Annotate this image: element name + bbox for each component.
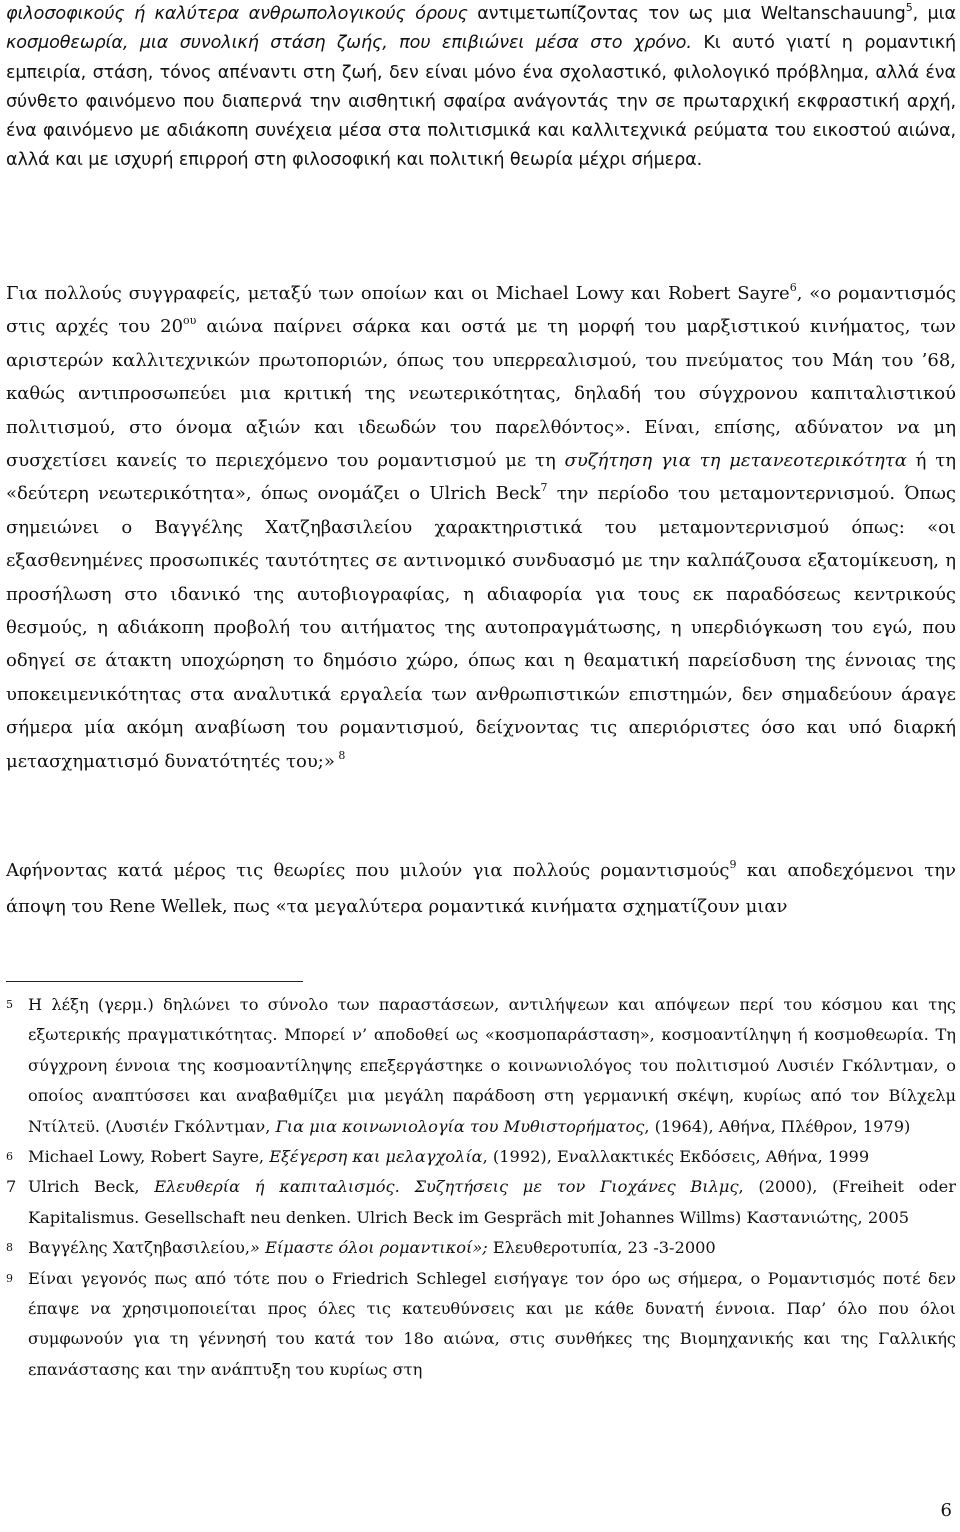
footnote-number: 9 — [6, 1271, 13, 1285]
footnote-number: 7 — [6, 1177, 17, 1197]
footnote-text: , (2000), (Freiheit oder Kapitalismus. Gesellschaft neu denken. Ulrich Beck im Gespräch mit Johannes Willms) Καστανιώτης, 2005 — [28, 1177, 957, 1227]
footnote-ref-6[interactable]: 6 — [789, 281, 797, 294]
footnote-ref-9[interactable]: 9 — [729, 858, 737, 871]
footnote-separator — [6, 981, 303, 982]
text-run: Για πολλούς συγγραφείς, μεταξύ των οποίων και οι Michael Lowy και Robert Sayre — [6, 283, 790, 304]
footnote-text: Michael Lowy, Robert Sayre, — [28, 1147, 270, 1167]
body-paragraph-2 — [6, 277, 956, 778]
footnote-text: Είναι γεγονός πως από τότε που ο Friedrich Schlegel εισήγαγε τον όρο ως σήμερα, ο Ρομαντισμός ποτέ δεν έπαψε να χρησιμοποιείται προς όλες τις κατευθύνσεις και με κάθε δυνατή έννοια. Παρ’ όλο που όλοι συμφωνούν για τη γέννησή του κατά τον 18ο αιώνα, στις συνθήκες της Βιομηχανικής και της Γαλλικής επανάστασης και την ανάπτυξη του κυρίως στη — [28, 1268, 956, 1379]
text-run: την περίοδο του μεταμοντερνισμού. Όπως σημειώνει ο Βαγγέλης Χατζηβασιλείου χαρακτηριστικά του μεταμοντερνισμού όπως: «οι εξασθενημένες προσωπικές ταυτότητες σε αντινομικό συνδυασμό με την καλπάζουσα εξατομίκευση, η προσήλωση στο ιδανικό της αυτοβιογραφίας, η αδιαφορία για τους εκ παραδόσεως κεντρικούς θεσμούς, η αδιάκοπη προβολή του αιτήματος της αυτοπραγμάτωσης, η υπερδιόγκωση του εγώ, που οδηγεί σε άτακτη υποχώρηση το δημόσιο χώρο, όπως και η θεαματική παρείσδυση της έννοιας της υποκειμενικότητας στα αναλυτικά εργαλεία των ανθρωπιστικών επιστημών, δεν σημαδεύουν άραγε σήμερα μία ακόμη αναβίωση του ρομαντισμού, δείχνοντας τις απεριόριστες όσο και υπό διαρκή μετασχηματισμό δυνατότητές του;» — [6, 483, 956, 772]
italic-text: κοσμοθεωρία, μια συνολική στάση ζωής, που επιβιώνει μέσα στο χρόνο. — [6, 33, 692, 54]
text-run: ή τη «δεύτερη νεωτερικότητα», όπως ονομάζει ο Ulrich Beck — [6, 450, 956, 505]
footnote-5 — [6, 990, 956, 1142]
footnote-text: , (1992), Εναλλακτικές Εκδόσεις, Αθήνα, 1999 — [482, 1147, 870, 1167]
italic-text: συζήτηση για τη μετανεοτερικότητα — [564, 450, 907, 472]
text-run: και αποδεχόμενοι την άποψη του Rene Wellek, πως «τα μεγαλύτερα ρομαντικά κινήματα σχηματίζουν μιαν — [6, 860, 956, 917]
italic-text: Ελευθερία ή καπιταλισμός. Συζητήσεις με τον Γιοχάνες Βιλμς — [154, 1177, 739, 1197]
italic-text: Εξέγερση και μελαγχολία — [269, 1147, 483, 1167]
ordinal-superscript: ου — [183, 314, 197, 328]
footnote-number: 5 — [6, 998, 13, 1011]
italic-text: φιλοσοφικούς ή καλύτερα ανθρωπολογικούς όρους — [6, 4, 468, 24]
footnote-ref-7[interactable]: 7 — [540, 481, 548, 495]
text-run: Κι αυτό γιατί η ρομαντική εμπειρία, στάση, τόνος απέναντι στη ζωή, δεν είναι μόνο ένα σχολαστικό, φιλολογικό πρόβλημα, αλλά ένα σύνθετο φαινόμενο που διαπερνά την αισθητική σφαίρα ανάγοντάς την σε πρωταρχική εκφραστική αρχή, ένα φαινόμενο με αδιάκοπη συνέχεια μέσα στα πολιτισμικά και καλλιτεχνικά ρεύματα του εικοστού αιώνα, αλλά και με ισχυρή επιρροή στη φιλοσοφική και πολιτική θεωρία μέχρι σήμερα. — [6, 33, 957, 171]
footnote-text: , (1964), Αθήνα, Πλέθρον, 1979) — [644, 1116, 911, 1136]
footnote-8 — [6, 1233, 956, 1263]
footnote-6 — [6, 1142, 956, 1172]
text-run: , μια — [912, 4, 956, 24]
text-run: , «ο ρομαντισμός στις αρχές του 20 — [6, 283, 956, 338]
text-run: Αφήνοντας κατά μέρος τις θεωρίες που μιλούν για πολλούς ρομαντισμούς — [6, 860, 730, 881]
page-number: 6 — [940, 1500, 952, 1521]
body-paragraph-3 — [6, 853, 956, 925]
footnote-text: Ulrich Beck, — [28, 1177, 155, 1197]
text-run: αιώνα παίρνει σάρκα και οστά με τη μορφή του μαρξιστικού κινήματος, των αριστερών καλλιτεχνικών πρωτοποριών, όπως του υπερρεαλισμού, του πνεύματος του Μάη του ’68, καθώς αντιπροσωπεύει μια κριτική της νεωτερικότητας, δηλαδή του σύγχρονου καπιταλιστικού πολιτισμού, στο όνομα αξιών και ιδεωδών του παρελθόντος». Είναι, επίσης, αδύνατον να μη συσχετίσει κανείς το περιεχόμενο του ρομαντισμού με τη — [6, 316, 956, 472]
footnote-ref-5[interactable]: 5 — [905, 1, 913, 14]
footnote-7 — [6, 1172, 956, 1233]
body-paragraph-1 — [6, 0, 956, 176]
footnote-number: 6 — [6, 1150, 13, 1164]
text-run: αντιμετωπίζοντας τον ως μια Weltanschauung — [467, 4, 906, 24]
footnote-text: Ελευθεροτυπία, 23 -3-2000 — [487, 1238, 716, 1258]
footnote-number: 8 — [6, 1241, 13, 1255]
footnote-text: Η λέξη (γερμ.) δηλώνει το σύνολο των παραστάσεων, αντιλήψεων και απόψεων περί του κόσμου και της εξωτερικής πραγματικότητας. Μπορεί ν’ αποδοθεί ως «κοσμοπαράσταση», κοσμοαντίληψη ή κοσμοθεωρία. Τη σύγχρονη έννοια της κοσμοαντίληψης επεξεργάστηκε ο κοινωνιολόγος του πολιτισμού Λυσιέν Γκόλντμαν, ο οποίος αναπτύσσει και αναβαθμίζει μια μεγάλη παράδοση στη γερμανική σκέψη, κυρίως από τον Βίλχελμ Ντίλτεϋ. (Λυσιέν Γκόλντμαν, — [28, 995, 956, 1136]
footnote-ref-8[interactable]: 8 — [334, 748, 346, 762]
footnote-text: Βαγγέλης Χατζηβασιλείου, — [28, 1238, 251, 1258]
italic-text: Για μια κοινωνιολογία του Μυθιστορήματος — [275, 1116, 645, 1136]
italic-text: » Είμαστε όλοι ρομαντικοί»; — [250, 1238, 488, 1258]
footnotes-section — [6, 990, 956, 1385]
footnote-9 — [6, 1264, 956, 1386]
